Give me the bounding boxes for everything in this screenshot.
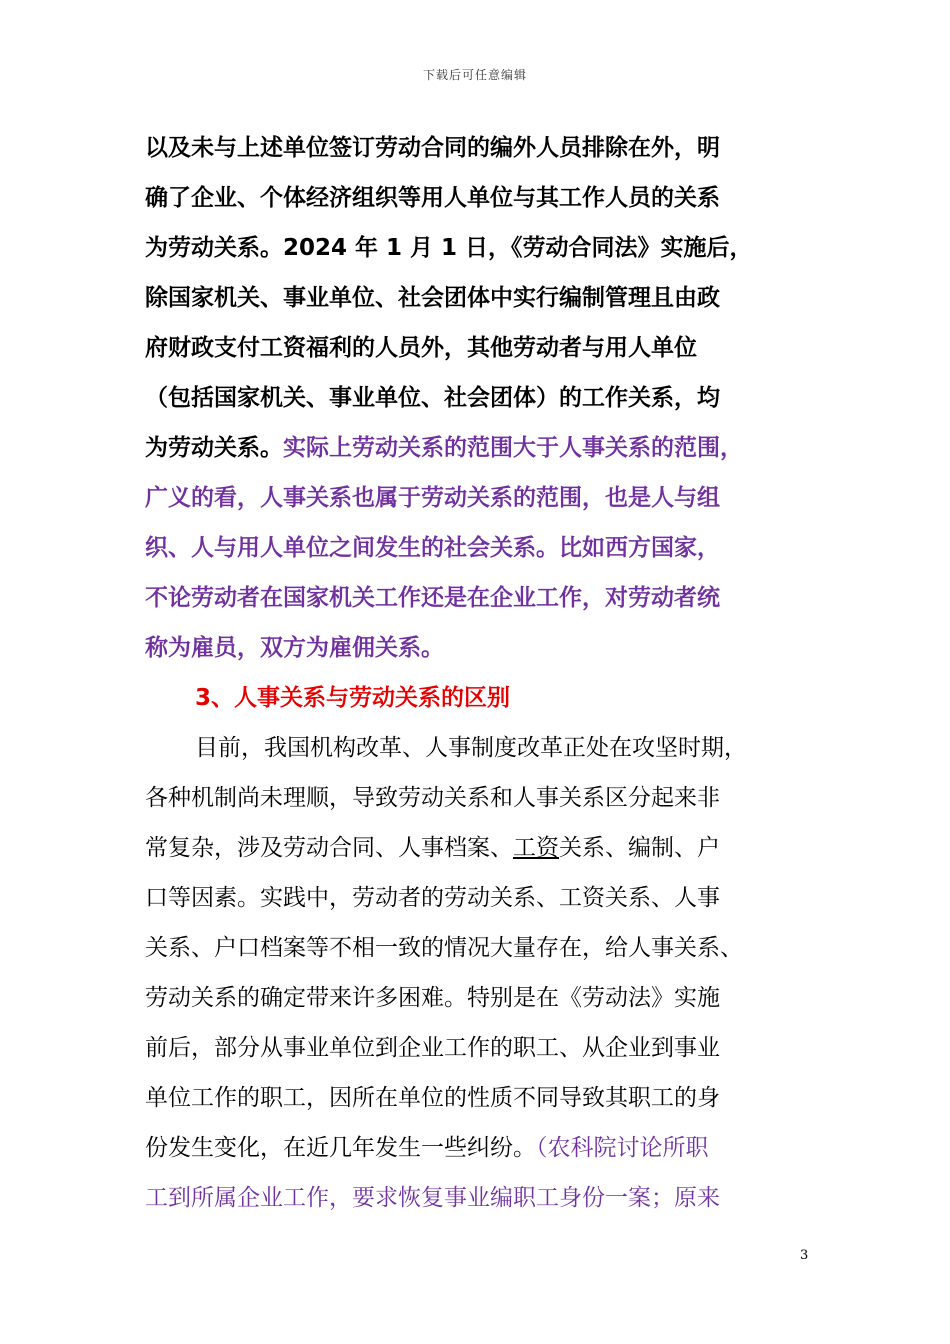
- underlined-link-text[interactable]: 工资: [513, 835, 559, 861]
- paragraph-line-purple: 工到所属企业工作，要求恢复事业编职工身份一案；原来: [145, 1185, 720, 1211]
- section-heading: 3、人事关系与劳动关系的区别: [195, 685, 511, 711]
- paragraph-line-purple: 称为雇员，双方为雇佣关系。: [145, 635, 444, 661]
- purple-note-text: （农科院讨论所职: [536, 1135, 709, 1161]
- paragraph-line: 前后，部分从事业单位到企业工作的职工、从企业到事业: [145, 1035, 720, 1061]
- paragraph-line: 单位工作的职工，因所在单位的性质不同导致其职工的身: [145, 1085, 720, 1111]
- purple-highlight-text: 实际上劳动关系的范围大于人事关系的范围，: [283, 435, 743, 461]
- page-number: 3: [800, 1248, 809, 1263]
- paragraph-line: 以及未与上述单位签订劳动合同的编外人员排除在外，明: [145, 135, 720, 161]
- page-header: 下载后可任意编辑: [422, 68, 527, 82]
- paragraph-line: 确了企业、个体经济组织等用人单位与其工作人员的关系: [145, 185, 720, 211]
- paragraph-line: [145, 1128, 709, 1168]
- paragraph-line: 府财政支付工资福利的人员外，其他劳动者与用人单位: [145, 335, 697, 361]
- paragraph-line: 为劳动关系。2024 年 1 月 1 日，《劳动合同法》实施后，: [145, 235, 753, 261]
- paragraph-line: [145, 428, 743, 468]
- paragraph-line-purple: 不论劳动者在国家机关工作还是在企业工作，对劳动者统: [145, 585, 720, 611]
- paragraph-line: 除国家机关、事业单位、社会团体中实行编制管理且由政: [145, 285, 720, 311]
- text-segment: 份发生变化，在近几年发生一些纠纷。: [145, 1135, 536, 1161]
- text-segment: 常复杂，涉及劳动合同、人事档案、: [145, 835, 513, 861]
- paragraph-line: 目前，我国机构改革、人事制度改革正处在攻坚时期，: [195, 735, 747, 761]
- text-segment: 关系、编制、户: [559, 835, 720, 861]
- paragraph-line: 劳动关系的确定带来许多困难。特别是在《劳动法》实施: [145, 985, 720, 1011]
- paragraph-line: 关系、户口档案等不相一致的情况大量存在，给人事关系、: [145, 935, 743, 961]
- paragraph-line: [145, 828, 720, 868]
- paragraph-line-purple: 织、人与用人单位之间发生的社会关系。比如西方国家，: [145, 535, 720, 561]
- black-text: 为劳动关系。: [145, 435, 283, 461]
- paragraph-line: 各种机制尚未理顺，导致劳动关系和人事关系区分起来非: [145, 785, 720, 811]
- paragraph-line-purple: 广义的看，人事关系也属于劳动关系的范围，也是人与组: [145, 485, 720, 511]
- paragraph-line: （包括国家机关、事业单位、社会团体）的工作关系，均: [145, 385, 720, 411]
- paragraph-line: 口等因素。实践中，劳动者的劳动关系、工资关系、人事: [145, 885, 720, 911]
